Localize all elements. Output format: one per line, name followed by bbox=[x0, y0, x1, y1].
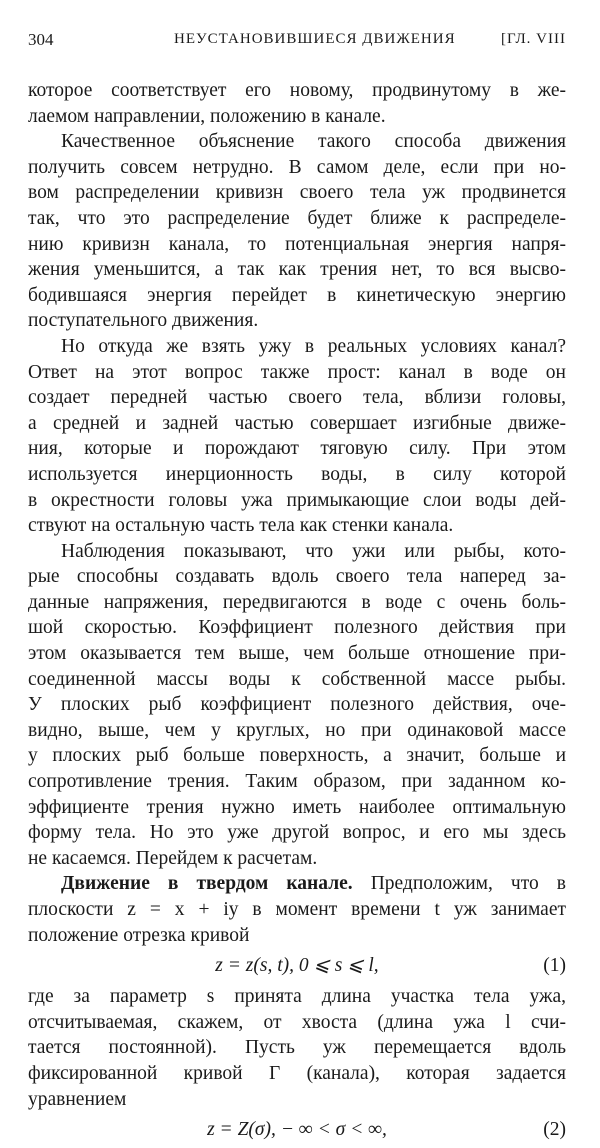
text-line: У плоских рыб коэффициент полезного действия, оче- bbox=[28, 694, 566, 716]
text-line: получить совсем нетрудно. В самом деле, если при но- bbox=[28, 156, 566, 178]
text-line: соединенной массы воды к собственной массе рыбы. bbox=[28, 668, 566, 690]
text-line: нию кривизн канала, то потенциальная энергия напря- bbox=[28, 233, 566, 255]
text-line: жения уменьшится, а так как трения нет, то вся высво- bbox=[28, 259, 566, 281]
text-line: поступательного движения. bbox=[28, 310, 259, 332]
paragraph-1 bbox=[28, 78, 566, 129]
text-line: используется инерционность воды, в силу которой bbox=[28, 463, 566, 485]
text-line: Качественное объяснение такого способа движения bbox=[61, 131, 566, 153]
text-line: шой скоростью. Коэффициент полезного действия при bbox=[28, 617, 566, 639]
section-heading: Движение в твердом канале. bbox=[61, 873, 353, 895]
text-line: так, что это распределение будет ближе к распределе- bbox=[28, 207, 566, 229]
text-line: которое соответствует его новому, продвинутому в же- bbox=[28, 80, 566, 101]
text-line bbox=[28, 871, 566, 897]
chapter-marker: [ГЛ. VIII bbox=[500, 31, 566, 47]
text-line: в окрестности головы ужа примыкающие слои воды дей- bbox=[28, 489, 566, 511]
text-line: а средней и задней частью совершает изгибные движе- bbox=[28, 412, 566, 434]
equation-expression: z = Z(σ), − ∞ < σ < ∞, bbox=[207, 1119, 387, 1141]
paragraph-4 bbox=[28, 539, 566, 872]
text-line: форму тела. Но это уже другой вопрос, и его мы здесь bbox=[28, 822, 566, 844]
paragraph-6 bbox=[28, 984, 566, 1112]
equation-expression: z = z(s, t), 0 ⩽ s ⩽ l, bbox=[215, 955, 379, 977]
text-line: ствуют на остальную часть тела как стенки канала. bbox=[28, 515, 454, 537]
running-title: НЕУСТАНОВИВШИЕСЯ ДВИЖЕНИЯ bbox=[174, 31, 456, 47]
book-page bbox=[28, 0, 566, 1141]
text-line: Наблюдения показывают, что ужи или рыбы, кото- bbox=[61, 540, 566, 562]
text-line: плоскости z = x + iy в момент времени t уж занимает bbox=[28, 899, 566, 920]
text-line: фиксированной кривой Γ (канала), которая задается bbox=[28, 1062, 566, 1084]
text-line: видно, выше, чем у круглых, но при одинаковой массе bbox=[28, 719, 566, 741]
paragraph-5 bbox=[28, 871, 566, 948]
text-line: тается постоянной). Пусть уж перемещается вдоль bbox=[28, 1037, 566, 1059]
body-text bbox=[28, 78, 566, 1148]
text-fragment: Предположим, что в bbox=[352, 873, 566, 895]
text-line: бодившаяся энергия перейдет в кинетическую энергию bbox=[28, 284, 566, 306]
text-line: рые способны создавать вдоль своего тела наперед за- bbox=[28, 566, 566, 588]
text-line: Но откуда же взять ужу в реальных условиях канал? bbox=[61, 335, 566, 357]
text-line: эффициенте трения нужно иметь наиболее оптимальную bbox=[28, 796, 566, 818]
text-line: лаемом направлении, положению в канале. bbox=[28, 105, 386, 127]
text-line: не касаемся. Перейдем к расчетам. bbox=[28, 847, 318, 869]
text-line: ния, которые и порождают тяговую силу. При этом bbox=[28, 438, 566, 460]
equation-2 bbox=[28, 1112, 566, 1148]
text-line: Ответ на этот вопрос также прост: канал в воде он bbox=[28, 361, 566, 383]
text-line: у плоских рыб больше поверхность, а значит, больше и bbox=[28, 745, 566, 767]
paragraph-3 bbox=[28, 334, 566, 539]
equation-1 bbox=[28, 948, 566, 984]
equation-number: (2) bbox=[543, 1119, 566, 1141]
text-line: отсчитываемая, скажем, от хвоста (длина ужа l счи- bbox=[28, 1011, 566, 1033]
paragraph-2 bbox=[28, 129, 566, 334]
text-line: положение отрезка кривой bbox=[28, 924, 250, 946]
text-line: вом распределении кривизн своего тела уж продвинется bbox=[28, 182, 566, 204]
page-header bbox=[28, 30, 566, 54]
equation-number: (1) bbox=[543, 955, 566, 977]
text-line: создает передней частью своего тела, вблизи головы, bbox=[28, 387, 566, 409]
text-line: данные напряжения, передвигаются в воде с очень боль- bbox=[28, 591, 566, 613]
page-number: 304 bbox=[28, 30, 54, 49]
text-line: сопротивление трения. Таким образом, при заданном ко- bbox=[28, 771, 566, 793]
text-line: этом оказывается тем выше, чем больше отношение при- bbox=[28, 643, 566, 665]
text-line: уравнением bbox=[28, 1088, 127, 1110]
text-line: где за параметр s принята длина участка тела ужа, bbox=[28, 986, 566, 1008]
